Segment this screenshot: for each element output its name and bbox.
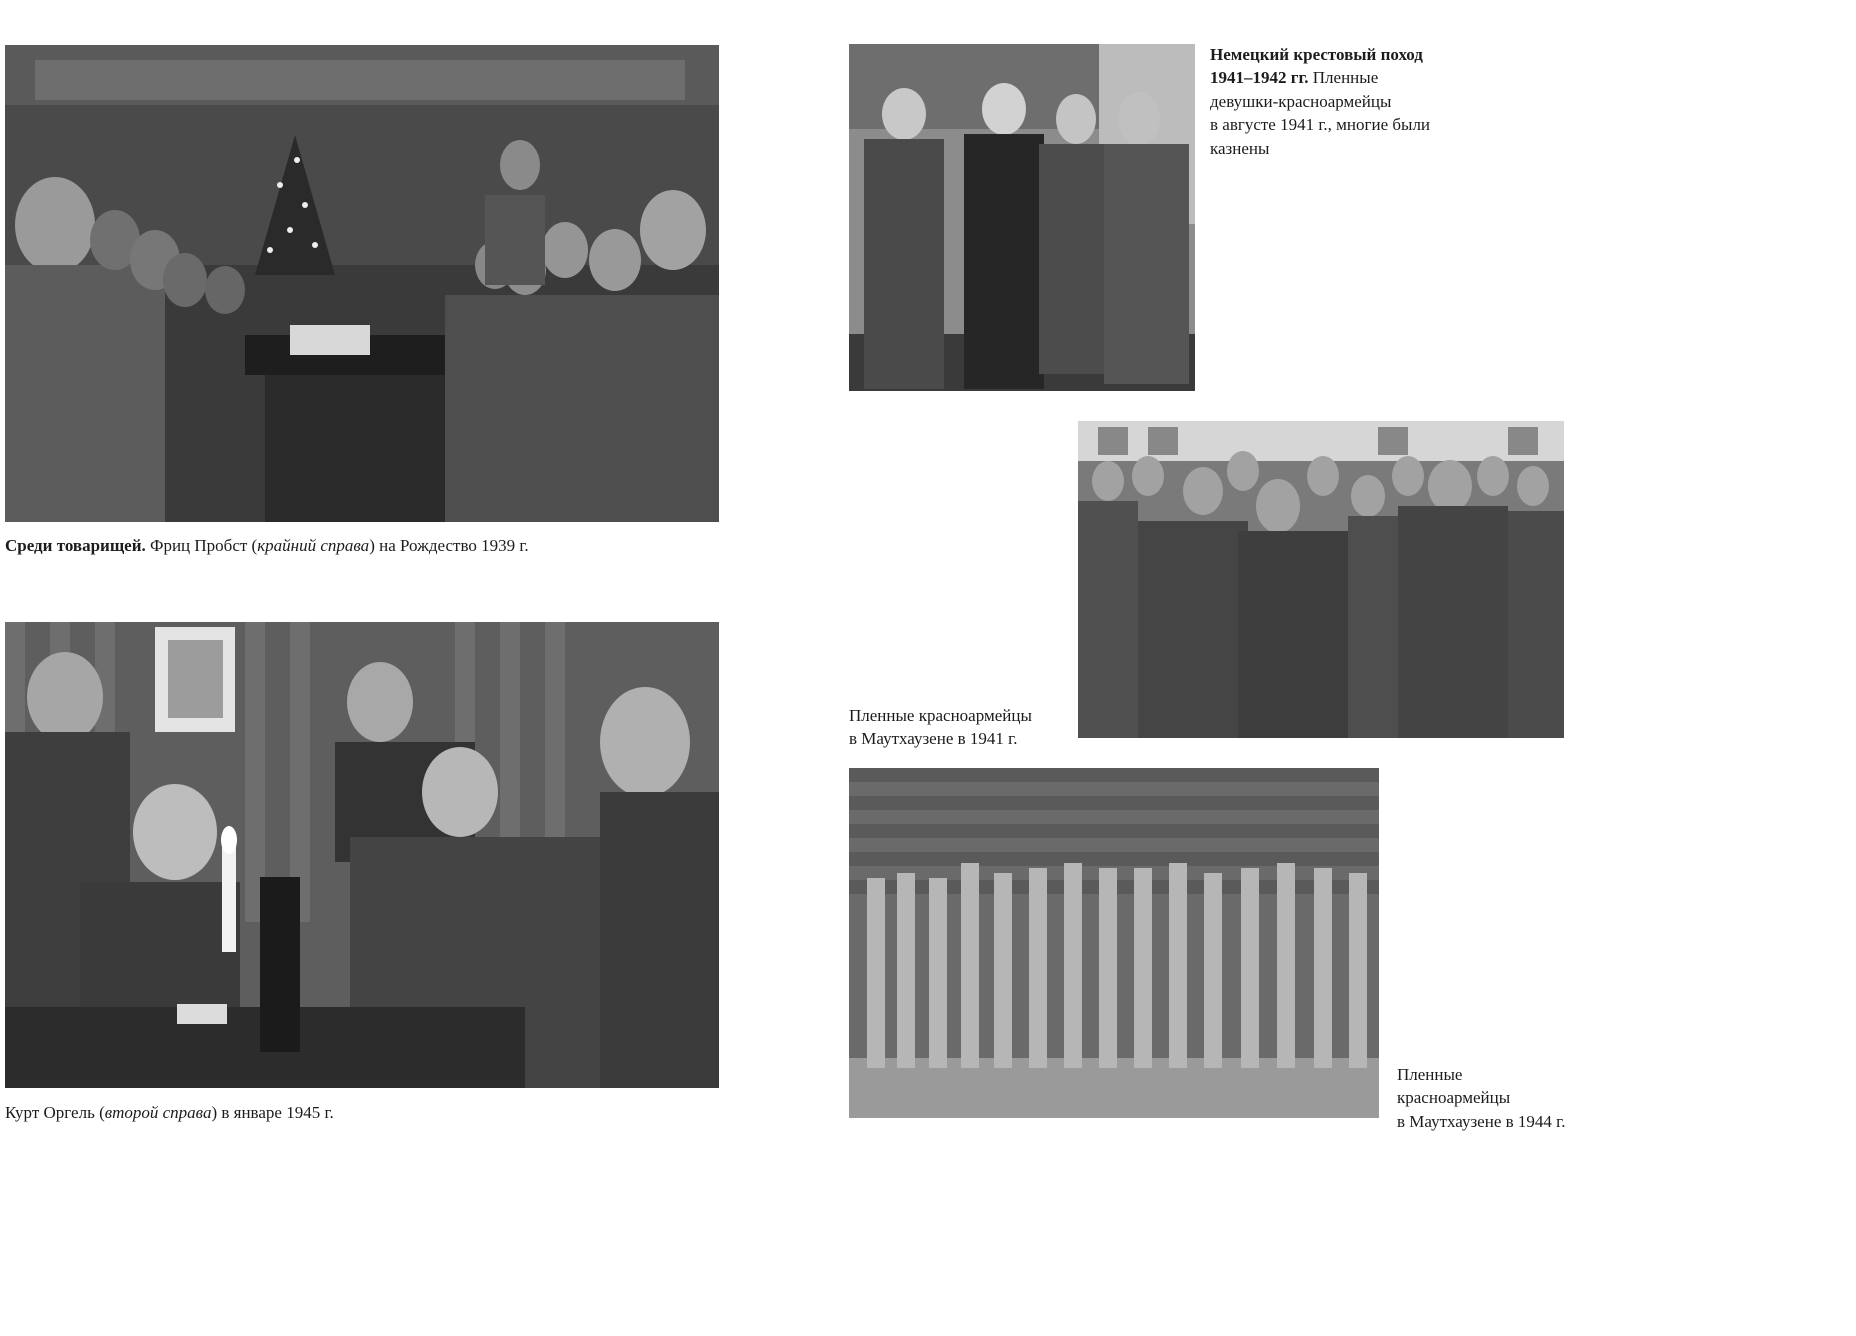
captive-women-caption	[1210, 43, 1470, 160]
captive-soldiers-caption-line1: Пленные красноармейцы	[849, 706, 1032, 725]
officers-caption-text1: Курт Оргель (	[5, 1103, 105, 1122]
captive-soldiers-caption	[849, 704, 1074, 751]
mauthausen-caption-line3: в Маутхаузене в 1944 г.	[1397, 1111, 1566, 1131]
christmas-caption	[5, 534, 719, 557]
captive-women-caption-line3: девушки-красноармейцы	[1210, 91, 1392, 111]
mauthausen-photo	[849, 768, 1379, 1118]
officers-caption	[5, 1101, 719, 1124]
mauthausen-caption-line2: красноармейцы	[1397, 1088, 1511, 1108]
christmas-caption-bold: Среди товарищей.	[5, 536, 146, 555]
captive-women-caption-line5: казнены	[1210, 138, 1270, 158]
captive-women-caption-bold2: 1941–1942 гг.	[1210, 68, 1309, 88]
captive-women-caption-line4: в августе 1941 г., многие были	[1210, 115, 1431, 135]
captive-women-caption-line2-rest: Пленные	[1308, 68, 1379, 88]
christmas-caption-text2: ) на Рождество 1939 г.	[369, 536, 529, 555]
christmas-photo	[5, 45, 719, 522]
captive-women-caption-bold1: Немецкий крестовый поход	[1210, 45, 1423, 64]
mauthausen-caption-line1: Пленные	[1397, 1065, 1463, 1084]
officers-caption-italic: второй справа	[104, 1103, 212, 1122]
officers-caption-text2: ) в январе 1945 г.	[211, 1103, 334, 1122]
christmas-caption-italic: крайний справа	[257, 536, 370, 555]
mauthausen-caption	[1397, 1063, 1597, 1133]
officers-photo	[5, 622, 719, 1088]
captive-women-photo	[849, 44, 1195, 391]
christmas-caption-text1: Фриц Пробст (	[145, 536, 258, 555]
captive-soldiers-photo	[1078, 421, 1564, 738]
captive-soldiers-caption-line2: в Маутхаузене в 1941 г.	[849, 729, 1018, 749]
